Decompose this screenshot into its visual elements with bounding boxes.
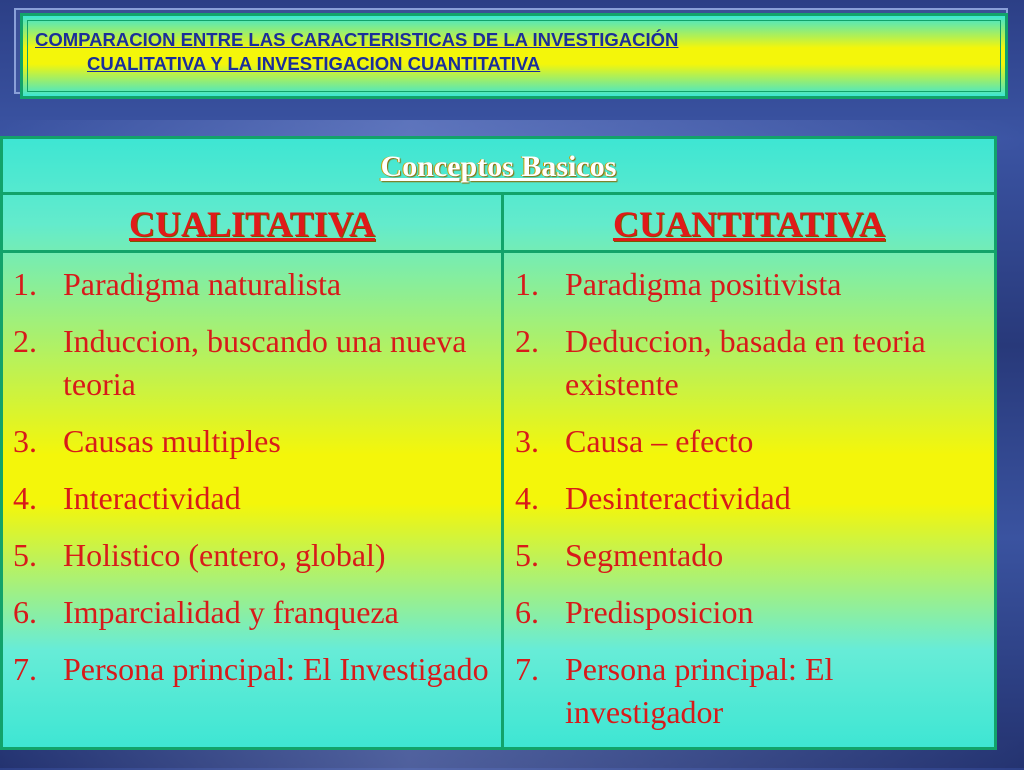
list-number: 1.: [515, 266, 539, 302]
list-number: 3.: [515, 423, 539, 459]
list-item: [13, 477, 499, 520]
list-item: [515, 534, 993, 577]
list-item: [13, 534, 499, 577]
list-item: [13, 591, 499, 634]
list-item: [515, 591, 993, 634]
list-item: [515, 320, 993, 406]
list-number: 3.: [13, 423, 37, 459]
list-text: Holistico (entero, global): [63, 537, 386, 573]
list-number: 2.: [13, 323, 37, 359]
column-divider: [501, 195, 504, 747]
list-item: [515, 477, 993, 520]
list-text: Interactividad: [63, 480, 241, 516]
list-number: 7.: [515, 651, 539, 687]
list-text: Deduccion, basada en teoria existente: [565, 323, 926, 402]
list-text: Paradigma naturalista: [63, 266, 342, 302]
list-text: Persona principal: El investigador: [565, 651, 834, 730]
list-text: Causa – efecto: [565, 423, 754, 459]
column-header-row: [3, 195, 994, 253]
list-text: Predisposicion: [565, 594, 754, 630]
list-text: Paradigma positivista: [565, 266, 842, 302]
column-header-cualitativa: CUALITATIVA: [128, 204, 376, 244]
list-text: Desinteractividad: [565, 480, 791, 516]
list-item: [13, 320, 499, 406]
list-number: 5.: [13, 537, 37, 573]
list-number: 7.: [13, 651, 37, 687]
cualitativa-list: [13, 263, 499, 705]
comparison-table: [0, 136, 997, 750]
title-box: [20, 13, 1008, 99]
table-header: Conceptos Basicos: [380, 150, 617, 183]
list-item: [13, 263, 499, 306]
list-text: Persona principal: El Investigado: [63, 651, 489, 687]
list-item: [515, 648, 993, 734]
list-item: [515, 263, 993, 306]
list-text: Causas multiples: [63, 423, 281, 459]
column-header-cuantitativa: CUANTITATIVA: [612, 204, 886, 244]
list-number: 4.: [13, 480, 37, 516]
title-line-1: COMPARACION ENTRE LAS CARACTERISTICAS DE LA INVESTIGACIÓN: [35, 29, 679, 50]
list-item: [13, 420, 499, 463]
list-text: Induccion, buscando una nueva teoria: [63, 323, 467, 402]
cuantitativa-list: [515, 263, 993, 748]
list-item: [515, 420, 993, 463]
table-header-row: [3, 139, 994, 195]
list-text: Segmentado: [565, 537, 724, 573]
list-number: 4.: [515, 480, 539, 516]
list-number: 6.: [515, 594, 539, 630]
list-number: 2.: [515, 323, 539, 359]
title-line-2: CUALITATIVA Y LA INVESTIGACION CUANTITATIVA: [87, 53, 541, 74]
list-number: 6.: [13, 594, 37, 630]
list-number: 5.: [515, 537, 539, 573]
list-item: [13, 648, 499, 691]
list-text: Imparcialidad y franqueza: [63, 594, 399, 630]
list-number: 1.: [13, 266, 37, 302]
